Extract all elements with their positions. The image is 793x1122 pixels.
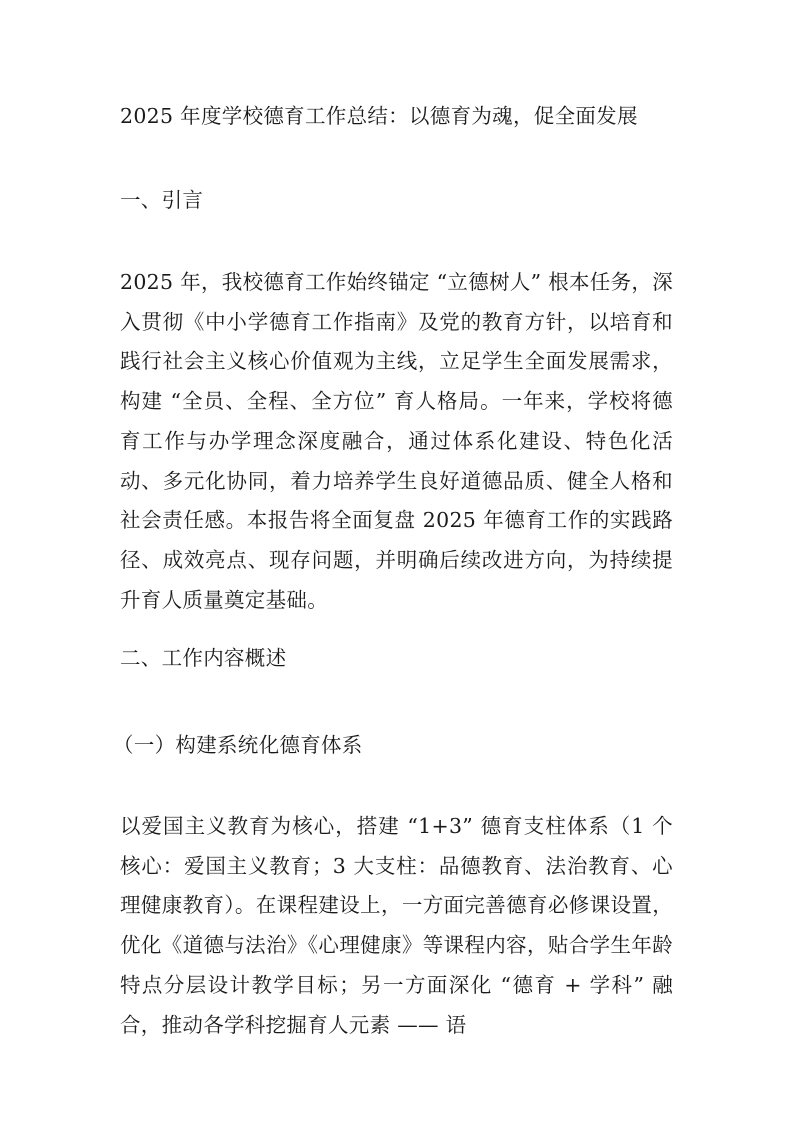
document-title: 2025 年度学校德育工作总结：以德育为魂，促全面发展 bbox=[120, 104, 638, 128]
section-heading-introduction: 一、引言 bbox=[120, 188, 204, 212]
paragraph-introduction: 2025 年，我校德育工作始终锚定 “立德树人” 根本任务，深入贯彻《中小学德育工作指南》及党的教育方针，以培育和践行社会主义核心价值观为主线，立足学生全面发展需求，构建 “全员、全程、全方位” 育人格局。一年来，学校将德育工作与办学理念深度融合，通过体系化建设、特色化活动、多元化协同，着力培养学生良好道德品质、健全人格和社会责任感。本报告将全面复盘 2025 年德育工作的实践路径、成效亮点、现存问题，并明确后续改进方向，为持续提升育人质量奠定基础。 bbox=[120, 270, 673, 612]
subsection-heading-system: （一）构建系统化德育体系 bbox=[113, 733, 363, 757]
paragraph-system: 以爱国主义教育为核心，搭建 “1+3” 德育支柱体系（1 个核心：爱国主义教育；3 大支柱：品德教育、法治教育、心理健康教育）。在课程建设上，一方面完善德育必修课设置，优化《道德与法治》《心理健康》等课程内容，贴合学生年龄特点分层设计教学目标；另一方面深化 “德育 + 学科” 融合，推动各学科挖掘育人元素 —— 语 bbox=[120, 814, 673, 1037]
section-heading-work-overview: 二、工作内容概述 bbox=[120, 646, 287, 670]
